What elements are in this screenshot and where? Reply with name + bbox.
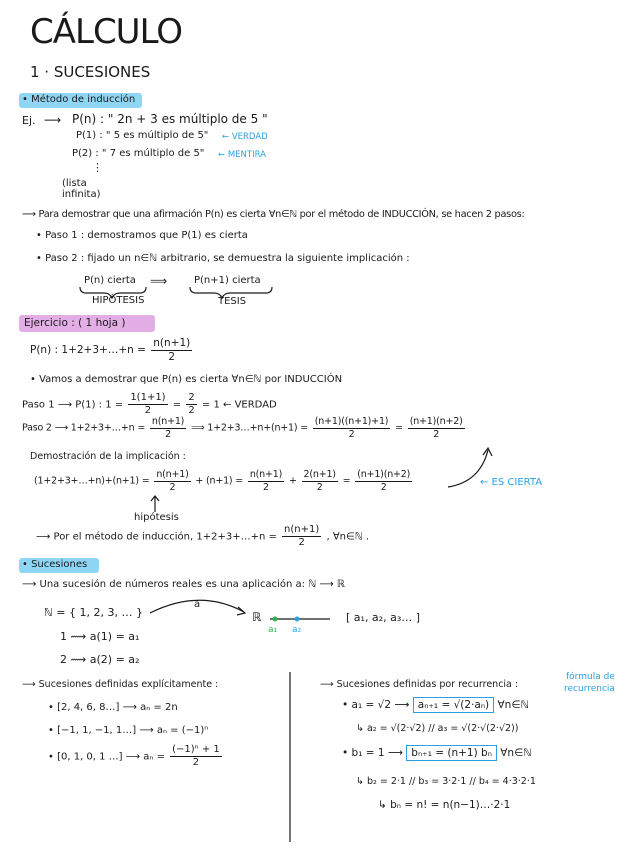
demo-plus: + (n+1) = bbox=[195, 475, 244, 487]
ej-lista-2: infinita) bbox=[62, 189, 101, 200]
fraction-denominator: 2 bbox=[192, 757, 200, 768]
induccion-label: • Método de inducción bbox=[22, 94, 136, 105]
demo-label: Demostración de la implicación : bbox=[30, 451, 186, 462]
map-line-1: 1 ⟿ a(1) = a₁ bbox=[60, 630, 140, 643]
fraction-numerator: 1(1+1) bbox=[130, 392, 166, 403]
fraction-numerator: n(n+1) bbox=[156, 469, 189, 480]
fraction-numerator: n(n+1) bbox=[249, 469, 283, 480]
explicit-heading: ⟶ Sucesiones definidas explícitamente : bbox=[22, 679, 219, 690]
fraction-numerator: (n+1)(n+2) bbox=[357, 469, 411, 480]
ej-p1-tag: ← VERDAD bbox=[222, 132, 268, 142]
demo-plus: + bbox=[288, 475, 297, 487]
impl-right: P(n+1) cierta bbox=[194, 275, 261, 286]
paso1-example-rest: = 1 ← VERDAD bbox=[201, 399, 277, 411]
section-heading: 1 · SUCESIONES bbox=[30, 63, 151, 81]
fraction bbox=[150, 417, 186, 439]
real-label: ℝ bbox=[252, 610, 262, 624]
natural-set: ℕ = { 1, 2, 3, … } bbox=[44, 606, 143, 619]
conclusion bbox=[36, 525, 369, 548]
fraction-denominator: 2 bbox=[169, 481, 176, 493]
ej-p2: P(2) : " 7 es múltiplo de 5" bbox=[72, 148, 205, 159]
demo-lhs: (1+2+3+…+n)+(n+1) = bbox=[34, 475, 150, 487]
demo-equation bbox=[34, 470, 414, 492]
ej-pn: P(n) : " 2n + 3 es múltiplo de 5 " bbox=[72, 112, 268, 126]
ej-label: Ej. bbox=[22, 114, 36, 127]
explicit-row-1-seq: • [2, 4, 6, 8…] ⟶ bbox=[48, 702, 137, 713]
paso2-example-lhs: Paso 2 ⟶ 1+2+3+…+n = bbox=[22, 422, 146, 434]
fraction-denominator: 2 bbox=[348, 428, 355, 440]
fraction bbox=[128, 393, 167, 416]
fraction bbox=[302, 470, 338, 492]
fraction bbox=[313, 417, 391, 439]
fraction-denominator: 2 bbox=[298, 537, 305, 548]
fraction-denominator: 2 bbox=[188, 405, 195, 416]
para-text: ⟶ Para demostrar que una afirmación P(n) es cierta ∀n∈ℕ por el método de INDUCCIÓN, se hacen 2 pasos: bbox=[22, 209, 525, 220]
impl-left: P(n) cierta bbox=[84, 275, 136, 286]
ej-p2-tag: ← MENTIRA bbox=[218, 150, 266, 160]
impl-hipotesis: HIPÓTESIS bbox=[92, 295, 145, 306]
ej-arrow: ⟶ bbox=[44, 113, 62, 127]
paso2-example bbox=[22, 417, 467, 439]
fraction-denominator: 2 bbox=[316, 481, 323, 493]
ej-p1: P(1) : " 5 es múltiplo de 5" bbox=[76, 130, 209, 141]
recurrence-row-1-sub: ↳ a₂ = √(2·√2) // a₃ = √(2·√(2·√2)) bbox=[356, 723, 519, 734]
equals: = bbox=[342, 475, 351, 487]
fraction-numerator: (n+1)((n+1)+1) bbox=[314, 416, 389, 427]
ej-lista-1: (lista bbox=[62, 178, 87, 189]
fraction-numerator: n(n+1) bbox=[284, 524, 320, 535]
fraction-denominator: 2 bbox=[144, 405, 152, 416]
paso2-text: • Paso 2 : fijado un n∈ℕ arbitrario, se demuestra la siguiente implicación : bbox=[36, 253, 410, 264]
conclusion-lhs: ⟶ Por el método de inducción, 1+2+3+…+n = bbox=[36, 531, 277, 543]
vamos-text: • Vamos a demostrar que P(n) es cierta ∀n∈ℕ por INDUCCIÓN bbox=[30, 374, 343, 385]
fraction-numerator: (n+1)(n+2) bbox=[409, 416, 463, 427]
ej-dots: ⋮ bbox=[92, 161, 103, 174]
fraction-denominator: 2 bbox=[168, 350, 176, 363]
fraction-numerator: (−1)ⁿ + 1 bbox=[172, 744, 220, 755]
explicit-row-2 bbox=[48, 726, 208, 736]
recurrence-row-2-init: • b₁ = 1 ⟶ bbox=[342, 747, 403, 759]
fraction bbox=[154, 470, 190, 492]
recurrence-row-2-quant: ∀n∈ℕ bbox=[500, 747, 532, 759]
pn-sum bbox=[30, 338, 194, 362]
sucesion-definition: ⟶ Una sucesión de números reales es una aplicación a: ℕ ⟶ ℝ bbox=[22, 579, 345, 590]
equals: = bbox=[395, 422, 403, 434]
recurrence-row-2 bbox=[342, 748, 532, 759]
recurrence-row-2-sub: ↳ b₂ = 2·1 // b₃ = 3·2·1 // b₄ = 4·3·2·1 bbox=[356, 776, 536, 787]
pn-sum-fraction bbox=[151, 338, 192, 362]
paso1-example bbox=[22, 393, 277, 416]
impl-arrow: ⟹ bbox=[150, 274, 168, 288]
es-cierta-tag: ← ES CIERTA bbox=[480, 477, 543, 488]
fraction-numerator: n(n+1) bbox=[151, 416, 185, 427]
pn-sum-lhs: P(n) : 1+2+3+…+n = bbox=[30, 344, 146, 356]
fraction bbox=[408, 417, 465, 439]
recurrence-formula-box: bₙ₊₁ = (n+1) bₙ bbox=[406, 745, 497, 761]
fraction-denominator: 2 bbox=[165, 428, 171, 440]
impl-tesis: TESIS bbox=[218, 296, 247, 307]
recurrence-formula-box: aₙ₊₁ = √(2·aₙ) bbox=[413, 697, 494, 713]
fraction-numerator: 2 bbox=[188, 392, 195, 403]
fraction-numerator: n(n+1) bbox=[153, 337, 191, 349]
explicit-row-3 bbox=[48, 745, 224, 768]
fraction bbox=[170, 745, 222, 768]
formula-note-1: fórmula de bbox=[566, 672, 615, 682]
page-title: CÁLCULO bbox=[30, 12, 183, 52]
paso1-text: • Paso 1 : demostramos que P(1) es cierta bbox=[36, 230, 248, 241]
sucesiones-label: • Sucesiones bbox=[22, 559, 88, 570]
recurrence-row-1-quant: ∀n∈ℕ bbox=[497, 699, 529, 711]
conclusion-rhs: , ∀n∈ℕ . bbox=[326, 531, 370, 543]
recurrence-heading: ⟶ Sucesiones definidas por recurrencia : bbox=[320, 679, 519, 690]
explicit-row-1 bbox=[48, 703, 178, 713]
fraction bbox=[186, 393, 196, 416]
map-a-label: a bbox=[194, 599, 201, 610]
explicit-row-1-formula: aₙ = 2n bbox=[140, 702, 178, 713]
hipotesis-note: hipótesis bbox=[134, 512, 179, 523]
explicit-row-2-formula: aₙ = (−1)ⁿ bbox=[156, 725, 209, 736]
map-line-2: 2 ⟿ a(2) = a₂ bbox=[60, 653, 140, 666]
paso2-example-mid: ⟹ 1+2+3…+n+(n+1) = bbox=[191, 422, 308, 434]
paso1-example-lhs: Paso 1 ⟶ P(1) : 1 = bbox=[22, 399, 124, 411]
fraction bbox=[282, 525, 321, 548]
fraction-denominator: 2 bbox=[380, 481, 387, 493]
a2-point-label: a₂ bbox=[292, 625, 302, 635]
fraction-denominator: 2 bbox=[433, 428, 440, 440]
formula-note-2: recurrencia bbox=[564, 684, 615, 694]
sequence-set: [ a₁, a₂, a₃… ] bbox=[346, 611, 421, 624]
fraction-denominator: 2 bbox=[263, 481, 269, 493]
explicit-row-3-seq: • [0, 1, 0, 1 …] ⟶ aₙ = bbox=[48, 751, 165, 763]
recurrence-row-1 bbox=[342, 700, 529, 711]
equals: = bbox=[172, 399, 182, 411]
fraction bbox=[355, 470, 412, 492]
recurrence-row-2-factorial: ↳ bₙ = n! = n(n−1)…·2·1 bbox=[378, 799, 511, 811]
explicit-row-2-seq: • [−1, 1, −1, 1…] ⟶ bbox=[48, 725, 154, 736]
recurrence-row-1-init: • a₁ = √2 ⟶ bbox=[342, 699, 410, 711]
fraction-numerator: 2(n+1) bbox=[303, 469, 336, 480]
ejercicio-label: Ejercicio : ( 1 hoja ) bbox=[24, 317, 126, 329]
a1-point-label: a₁ bbox=[268, 625, 278, 635]
fraction bbox=[248, 470, 284, 492]
